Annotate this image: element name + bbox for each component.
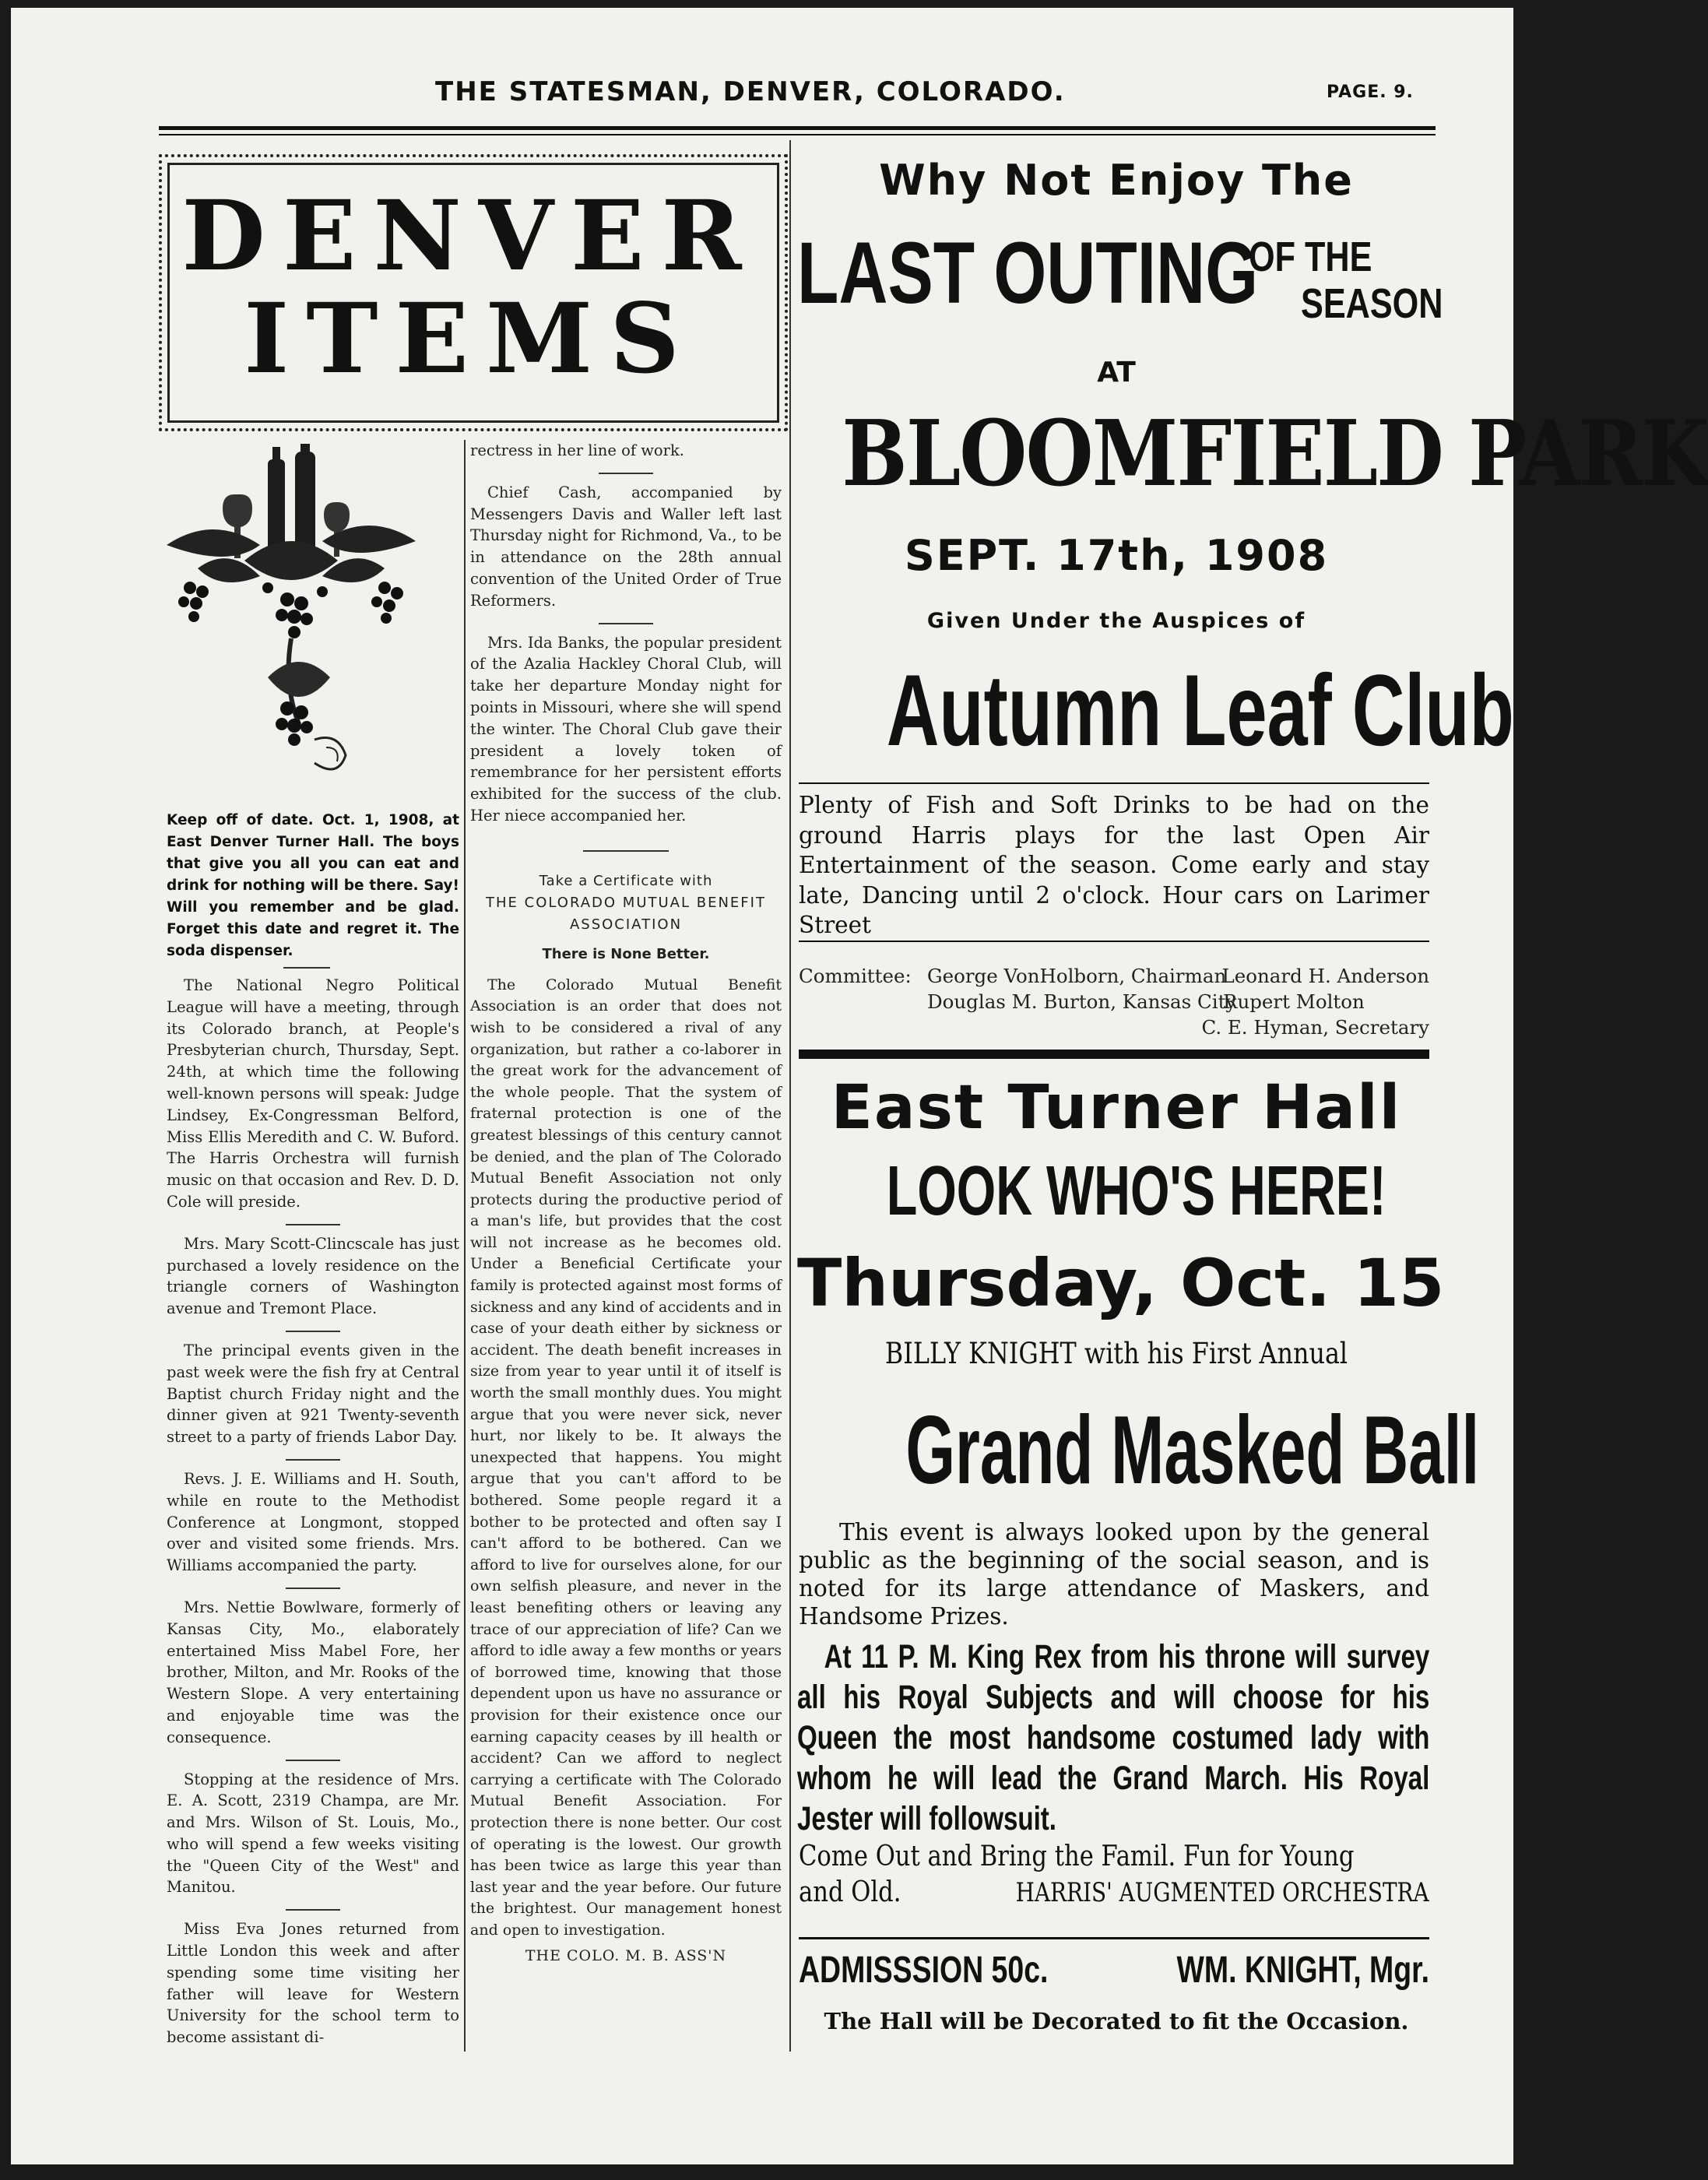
header-rule [159, 126, 1436, 130]
ad2-footer: The Hall will be Decorated to fit the Occasion. [824, 2008, 1409, 2034]
committee-member: Leonard H. Anderson [1221, 965, 1429, 987]
news-item: Mrs. Nettie Bowlware, formerly of Kansas City, Mo., elaborately entertained Miss Mabel Fore, her brother, Milton, and Mr. Rooks of the Western Slope. A very entertaining and enjoyable time was the consequence. [167, 1598, 459, 1746]
ad2-manager-text: WM. KNIGHT, Mgr. [1176, 1950, 1429, 1991]
news-item: The National Negro Political League will have a meeting, through its Colorado branch, at People's Presbyterian church, Thursday, Sept. 24th, at which time the following well-known persons will speak: Judge Lindsey, Ex-Congressman Belford, Miss Ellis Meredith and C. W. Buford. The Harris Orchestra will furnish music on that occasion and Rev. D. D. Cole will preside. [167, 976, 459, 1211]
page-number: PAGE. 9. [1327, 83, 1414, 102]
header-rule-thin [159, 134, 1436, 135]
ad1-at: AT [1097, 357, 1136, 389]
separator [286, 1760, 340, 1761]
committee-label: Committee: [799, 965, 912, 987]
ad1-body: Plenty of Fish and Soft Drinks to be had on the ground Harris plays for the last Open Air Entertainment of the season. Come early and stay late, Dancing until 2 o'clock. Hour cars on Larimer Street [799, 792, 1429, 938]
ad2-come-out: Come Out and Bring the Famil. Fun for Young [799, 1841, 1355, 1872]
news-item: Miss Eva Jones returned from Little London this week and after spending some time visiting her father will leave for Western University for the school term to become assistant di- [167, 1920, 459, 2047]
ad1-club: Autumn Leaf Club [886, 653, 1514, 767]
separator [599, 473, 653, 474]
ad2-rule [799, 1937, 1429, 1939]
cmba-ad-line2: THE COLORADO MUTUAL BENEFIT ASSOCIATION [486, 894, 766, 933]
separator [286, 1909, 340, 1911]
ad2-masked-ball: Grand Masked Ball [905, 1397, 1480, 1504]
ad2-admission: ADMISSSION 50c. [799, 1950, 1049, 1991]
cmba-ad-signature: THE COLO. M. B. ASS'N [525, 1947, 727, 1965]
ad2-look-whos-here: LOOK WHO'S HERE! [886, 1152, 1386, 1230]
separator [286, 1224, 340, 1225]
left-column-items [167, 975, 459, 2059]
news-item: Stopping at the residence of Mrs. E. A. Scott, 2319 Champa, are Mr. and Mrs. Wilson of St. Louis, Mo., who will spend a few weeks visiting the "Queen City of the West" and Manitou. [167, 1770, 459, 1897]
ad2-body3 [799, 1839, 1429, 1911]
ad2-billy-knight: BILLY KNIGHT with his First Annual [884, 1337, 1348, 1370]
ad1-of-the: OF THE [1249, 234, 1372, 280]
section-title-line1: DENVER [181, 180, 759, 293]
committee-member: C. E. Hyman, Secretary [1201, 1016, 1429, 1039]
ad1-auspices: Given Under the Auspices of [926, 609, 1306, 633]
cmba-ad-line3: There is None Better. [542, 945, 710, 962]
ad1-season: SEASON [1301, 280, 1443, 327]
committee-member: Douglas M. Burton, Kansas City [927, 990, 1237, 1013]
news-item: Mrs. Mary Scott-Clincscale has just purchased a lovely residence on the triangle corners of Washington avenue and Tremont Place. [167, 1234, 459, 1318]
masthead: THE STATESMAN, DENVER, COLORADO. [435, 76, 1066, 107]
ad2-date: Thursday, Oct. 15 [797, 1245, 1445, 1321]
news-item: Chief Cash, accompanied by Messengers Davis and Waller left last Thursday night for Richmond, Va., to be in attendance on the 28th annual convention of the United Order of True Reformers. [470, 483, 782, 610]
news-item: Mrs. Ida Banks, the popular president of the Azalia Hackley Choral Club, will take her departure Monday night for points in Missouri, where she will spend the winter. The Choral Club gave their president a lovely token of remembrance for her persistent efforts exhibited for the success of the club. Her niece accompanied her. [470, 633, 782, 825]
column-rule [464, 440, 466, 2052]
ad2-manager [1177, 1950, 1429, 1992]
ad1-rule [799, 941, 1429, 942]
ad1-last-outing: LAST OUTING [797, 224, 1259, 322]
committee-member: George VonHolborn, Chairman [927, 965, 1227, 987]
ad1-date: SEPT. 17th, 1908 [904, 531, 1329, 580]
newspaper-page [11, 8, 1708, 2164]
date-notice: Keep off of date. Oct. 1, 1908, at East Denver Turner Hall. The boys that give you all you can eat and drink for nothing will be there. Say! Will you remember and be glad. Forget this date and regret it. The soda dispenser. [167, 812, 459, 959]
ad2-and-old: and Old. [799, 1876, 901, 1908]
committee-member: Rupert Molton [1223, 990, 1365, 1013]
column-rule [789, 140, 791, 2052]
separator [286, 1331, 340, 1332]
separator [283, 967, 330, 969]
ad2-body2: At 11 P. M. King Rex from his throne will survey all his Royal Subjects and will choose for his Queen the most handsome costumed lady with whom he will lead the Grand March. His Royal Jester will followsuit. [797, 1638, 1430, 1837]
separator [583, 850, 669, 852]
ad1-line1: Why Not Enjoy The [879, 156, 1354, 205]
section-title-line2: ITEMS [244, 283, 697, 396]
ad2-orchestra: HARRIS' AUGMENTED ORCHESTRA [1015, 1877, 1429, 1908]
news-item: The principal events given in the past week were the fish fry at Central Baptist church Friday night and the dinner given at 921 Twenty-seventh street to a party of friends Labor Day. [167, 1341, 459, 1447]
middle-column-items [470, 440, 782, 1967]
ad2-hall: East Turner Hall [831, 1073, 1402, 1143]
grape-wine-illustration [151, 444, 431, 810]
ad1-committee [799, 963, 1429, 1040]
news-item: Revs. J. E. Williams and H. South, while en route to the Methodist Conference at Longmont, stopped over and visited some friends. Mrs. Williams accompanied the party. [167, 1469, 459, 1575]
section-title [167, 180, 774, 396]
separator [286, 1588, 340, 1589]
ad2-body1: This event is always looked upon by the general public as the beginning of the social season, and is noted for its large attendance of Maskers, and Handsome Prizes. [799, 1519, 1429, 1630]
cmba-ad-body: The Colorado Mutual Benefit Association is an order that does not wish to be considered a rival of any organization, but rather a co-laborer in the great work for the advancement of the whole people. That the system of fraternal protection is one of the greatest blessings of this century cannot be denied, and the plan of The Colorado Mutual Benefit Association not only protects during the productive period of a man's life, but provides that the cost will not increase as he becomes old. Under a Beneficial Certificate your family is protected against most forms of sickness and any kind of accidents and in case of your death either by sickness or accident. The death benefit increases in size from year to year until it of itself is worth the small monthly dues. You might argue that you were never sick, never hurt, nor likely to be. It always the unexpected that happens. You might argue that you can't afford to be bothered. Some people regard it a bother to be protected and often say I can't afford to be bothered. Can we afford to live for ourselves alone, for our own selfish pleasure, and never in the least benefiting others or leaving any trace of our appreciation of life? Can we afford to idle away a few months or years of borrowed time, knowing that those dependent upon us have no assurance or provision for their existence once our earning capacity ceases by ill health or accident? Can we afford to neglect carrying a certificate with The Colorado Mutual Benefit Association. For protection there is none better. Our cost of operating is the lowest. Our growth has been twice as large this year than last year and the year before. Our future the brightest. Our management honest and open to investigation. [470, 976, 782, 1939]
separator [286, 1459, 340, 1461]
ad1-venue: BLOOMFIELD PARK [842, 401, 1708, 507]
news-item: rectress in her line of work. [470, 441, 684, 459]
cmba-ad-line1: Take a Certificate with [539, 872, 713, 889]
separator [599, 623, 653, 624]
ad1-rule [799, 782, 1429, 784]
ad-divider [799, 1050, 1429, 1059]
